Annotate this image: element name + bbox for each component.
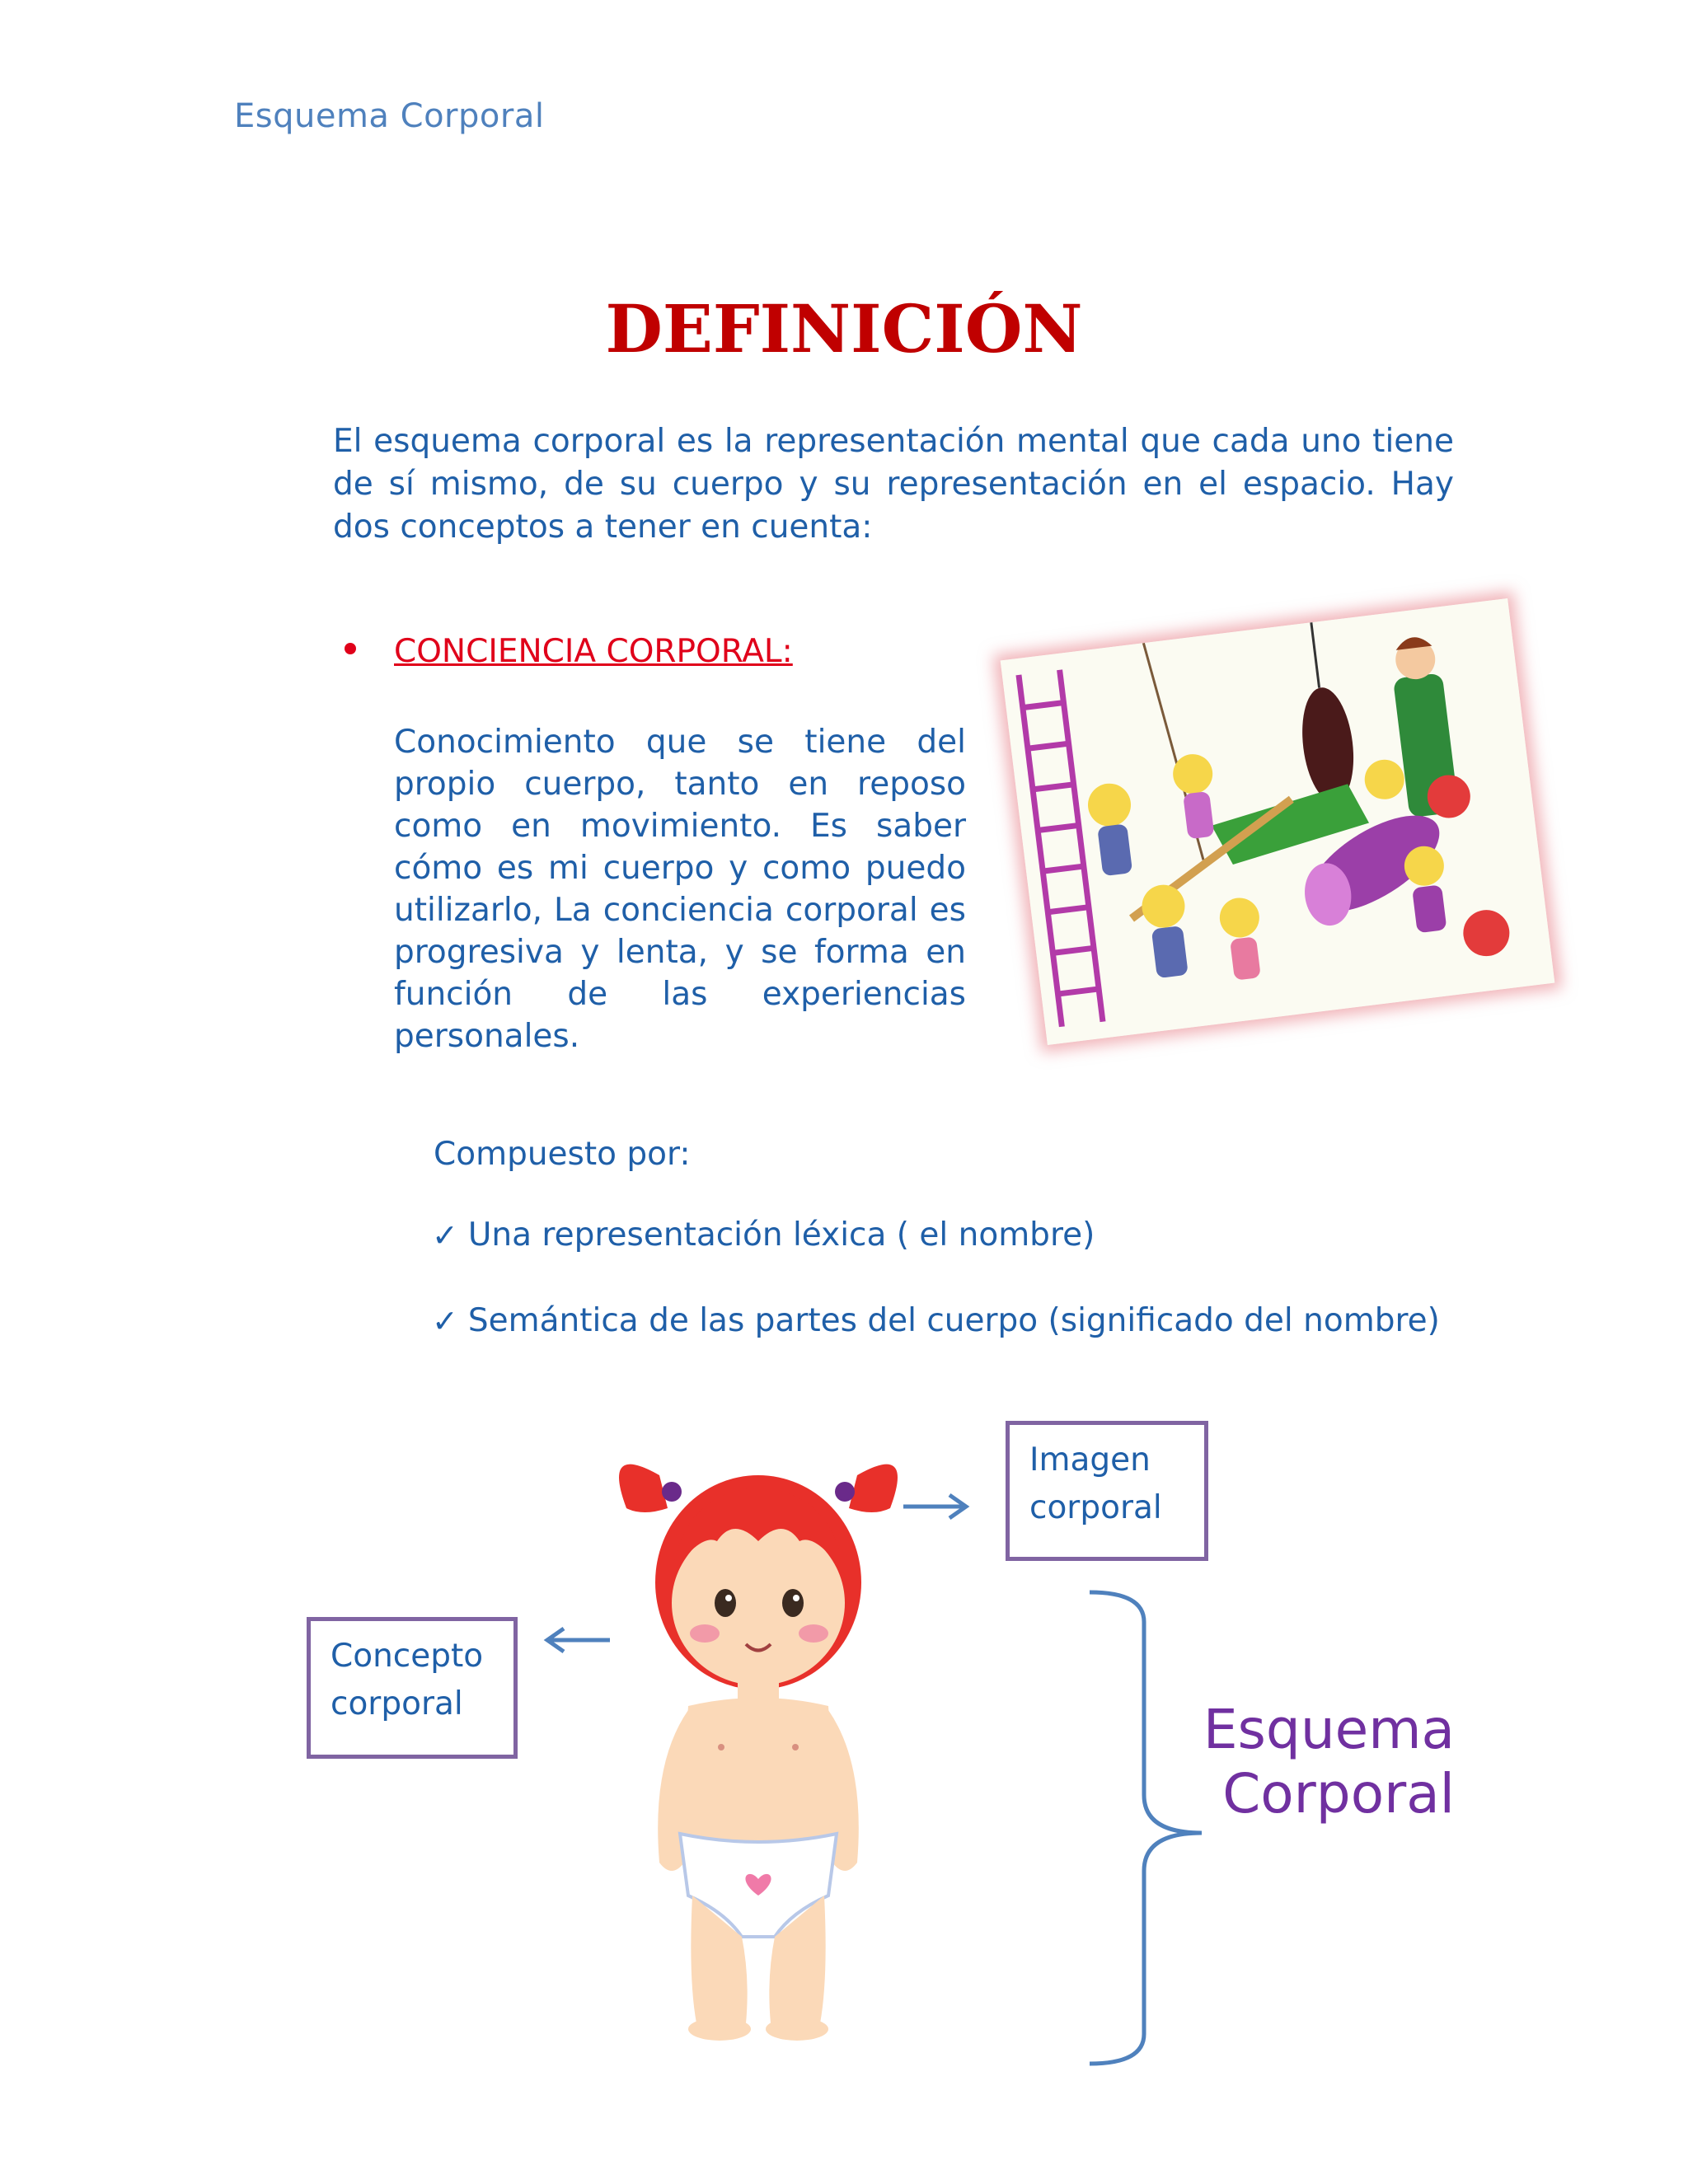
checkmark-icon: ✓ (432, 1216, 458, 1254)
intro-paragraph: El esquema corporal es la representación mental que cada uno tiene de sí mismo, de su cuerpo y su representación en el espacio. Hay dos conceptos a tener en cuenta: (333, 423, 1454, 546)
arrow-right-icon (902, 1492, 971, 1521)
compuesto-item-text: Semántica de las partes del cuerpo (significado del nombre) (467, 1302, 1440, 1339)
arrow-left-icon (542, 1625, 612, 1655)
esquema-label-line1: Esquema (1203, 1698, 1455, 1761)
esquema-corporal-label (1203, 1698, 1455, 1826)
page-header-title: Esquema Corporal (234, 97, 545, 135)
playground-drawing (1001, 598, 1555, 1045)
right-brace-icon (1086, 1589, 1210, 2067)
esquema-label-line2: Corporal (1222, 1762, 1455, 1825)
bullet-body: Conocimiento que se tiene del propio cuerpo, tanto en reposo como en movimiento. Es saber cómo es mi cuerpo y como puedo utilizarlo, La conciencia corporal es progresiva y lenta, y se forma en función de las experiencias personales. (394, 724, 966, 1055)
girl-illustration (610, 1418, 907, 2044)
imagen-label-line1: Imagen (1029, 1441, 1151, 1479)
checkmark-icon: ✓ (432, 1302, 458, 1339)
playground-illustration (1001, 598, 1555, 1045)
concepto-label-line1: Concepto (331, 1638, 484, 1675)
bullet-title: CONCIENCIA CORPORAL: (394, 633, 793, 670)
concepto-label-line2: corporal (331, 1685, 463, 1722)
imagen-label-line2: corporal (1029, 1489, 1162, 1526)
concepto-corporal-box (307, 1617, 518, 1759)
compuesto-label: Compuesto por: (434, 1136, 691, 1173)
compuesto-item-1 (432, 1216, 1095, 1254)
compuesto-item-2 (432, 1302, 1440, 1339)
imagen-corporal-box (1006, 1421, 1208, 1561)
bullet-dot (345, 643, 356, 654)
page-heading: DEFINICIÓN (605, 290, 1083, 368)
compuesto-item-text: Una representación léxica ( el nombre) (467, 1216, 1095, 1254)
